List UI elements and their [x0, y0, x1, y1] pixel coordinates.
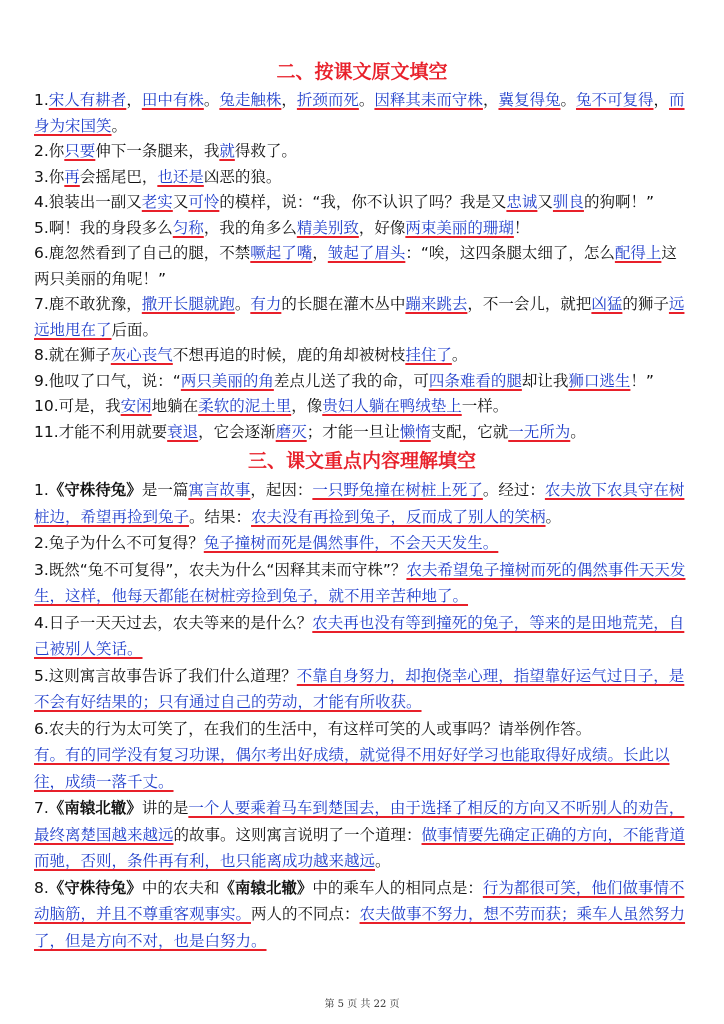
section-title: 三、课文重点内容理解填空 [247, 450, 476, 472]
answer-text: 做事情要先确定正确的方向，不能背道而驰，否则，条件再有利，也只能离成功越来越远 [34, 825, 686, 870]
section-key-content [34, 447, 690, 954]
question-text: 5.这则寓言故事告诉了我们什么道理？ [34, 666, 297, 685]
question-text: 会摇尾巴， [79, 167, 158, 186]
book-title: 《守株待兔》 [48, 481, 142, 499]
answer-text: 再 [64, 167, 80, 186]
question-list [34, 88, 690, 445]
question-text: ：“唉，这四条腿太细了，怎么 [405, 244, 615, 262]
question-item [34, 557, 690, 610]
question-text: 。 [234, 295, 251, 313]
answer-text: 宋人有耕者 [48, 91, 127, 109]
question-text: 8.就在狮子 [34, 346, 111, 364]
question-item [34, 742, 690, 795]
answer-text: 农夫希望兔子撞树而死的偶然事件天天发生，这样，他每天都能在树桩旁捡到兔子，就不用辛苦种地了。 [34, 560, 686, 605]
question-text: 这两只美丽的角呢！” [34, 244, 677, 288]
question-item [34, 139, 690, 165]
question-text: ，像 [291, 397, 323, 415]
answer-text: 噘起了嘴 [250, 244, 313, 262]
question-list [34, 477, 690, 954]
question-text: 。 [570, 422, 586, 441]
question-item [34, 610, 690, 663]
answer-text: 懒惰 [399, 422, 431, 441]
question-item [34, 369, 690, 395]
question-text: ， [312, 244, 328, 262]
answer-text: 一只野兔撞在树桩上死了 [312, 481, 483, 499]
question-item [34, 663, 690, 716]
answer-text: 兔子撞树而死是偶然事件，不会天天发生。 [203, 534, 499, 552]
question-text: 地躺在 [151, 397, 199, 415]
question-text: 。 [111, 116, 128, 135]
answer-text: 狮口逃生 [568, 371, 631, 390]
book-title: 《守株待兔》 [48, 878, 142, 897]
answer-text: 一个人要乘着马车到楚国去，由于选择了相反的方向又不听别人的劝告，最终离楚国越来越远 [34, 799, 685, 844]
answer-text: 行为都很可笑，他们做事情不动脑筋，并且不尊重客观事实。 [34, 878, 685, 923]
answer-text: 磨灭 [275, 422, 307, 441]
answer-text: 折颈而死 [296, 91, 359, 109]
question-text: 8. [34, 878, 49, 897]
question-item [34, 216, 690, 242]
question-text: ， [653, 91, 670, 109]
answer-text: 可怜 [188, 193, 220, 211]
question-text: 4.日子一天天过去，农夫等来的是什么？ [34, 613, 313, 632]
question-text: 。经过： [482, 481, 545, 499]
question-text: 两人的不同点： [251, 905, 360, 923]
section-title: 二、按课文原文填空 [276, 61, 448, 83]
answer-text: 农夫放下农具守在树桩边，希望再捡到兔子 [34, 481, 685, 526]
question-item [34, 420, 690, 446]
question-item [34, 88, 690, 139]
page-content [34, 58, 690, 954]
question-text: ， [482, 91, 499, 109]
question-text: 10.可是，我 [34, 397, 121, 415]
question-text: 3.既然“兔不可复得”，农夫为什么“因释其耒而守株”？ [34, 560, 407, 579]
question-text: 3.你 [34, 167, 65, 186]
question-item [34, 190, 690, 216]
page-footer: 第 5 页 共 22 页 [324, 999, 400, 1010]
answer-text: 寓言故事 [188, 481, 251, 499]
question-item [34, 292, 690, 343]
answer-text: 衰退 [167, 422, 199, 441]
answer-text: 皱起了眉头 [327, 244, 406, 262]
answer-text: 一无所为 [508, 422, 571, 441]
question-item [34, 165, 690, 191]
question-text: 。结果： [189, 507, 252, 526]
question-text: 6.鹿忽然看到了自己的腿，不禁 [34, 244, 251, 262]
question-text: 9.他叹了口气，说：“ [34, 371, 181, 390]
answer-text: 老实 [141, 193, 173, 211]
question-text: 1. [34, 481, 49, 499]
question-text: 的长腿在灌木丛中 [281, 295, 406, 313]
question-text: 。 [545, 507, 562, 526]
question-item [34, 394, 690, 420]
answer-text: 安闲 [120, 397, 152, 415]
answer-text: 有力 [250, 295, 282, 313]
answer-text: 配得上 [614, 244, 662, 262]
question-item [34, 530, 690, 557]
answer-text: 只要 [64, 142, 96, 160]
question-text: 。 [375, 852, 391, 870]
question-text: ， [281, 91, 297, 109]
question-text: 。 [203, 91, 220, 109]
question-text: 后面。 [111, 320, 159, 339]
answer-text: 驯良 [552, 193, 584, 211]
question-text: 5.啊！我的身段多么 [34, 218, 173, 237]
answer-text: 柔软的泥土里 [198, 397, 292, 415]
question-text: 一样。 [461, 397, 509, 415]
question-text: 6.农夫的行为太可笑了，在我们的生活中，有这样可笑的人或事吗？请举例作答。 [34, 719, 592, 738]
answer-text: 匀称 [172, 218, 204, 237]
answer-text: 有。有的同学没有复习功课，偶尔考出好成绩，就觉得不用好好学习也能取得好成绩。长此以往，成绩一落千丈。 [34, 746, 670, 791]
answer-text: 不靠自身努力，却抱侥幸心理，指望靠好运气过日子，是不会有好结果的；只有通过自己的劳动，才能有所收获。 [34, 666, 685, 711]
answer-text: 兔不可复得 [575, 91, 654, 109]
question-text: 。 [560, 91, 576, 109]
answer-text: 撒开长腿就跑 [141, 295, 235, 313]
question-text: 的故事。这则寓言说明了一个道理： [173, 825, 422, 844]
answer-text: 凶猛 [591, 295, 623, 313]
question-text: ！” [630, 371, 654, 390]
question-text: ；才能一旦让 [306, 422, 400, 441]
question-text: ，好像 [358, 218, 406, 237]
answer-text: 农夫没有再捡到兔子，反而成了别人的笑柄 [251, 507, 546, 526]
answer-text: 农夫再也没有等到撞死的兔子，等来的是田地荒芜，自己被别人笑话。 [34, 613, 685, 658]
question-text: 。 [451, 346, 468, 364]
answer-text: 贵妇人躺在鸭绒垫上 [322, 397, 462, 415]
answer-text: 而身为宋国笑 [34, 91, 685, 135]
question-item [34, 875, 690, 955]
answer-text: 两束美丽的珊瑚 [405, 218, 514, 237]
answer-text: 两只美丽的角 [180, 371, 274, 390]
question-text: 2.兔子为什么不可复得？ [34, 534, 204, 552]
question-text: 讲的是 [141, 799, 189, 817]
question-text: 又 [172, 193, 189, 211]
question-text: ！ [513, 218, 530, 237]
question-text: 。 [358, 91, 375, 109]
question-text: 是一篇 [141, 481, 189, 499]
answer-text: 因释其耒而守株 [374, 91, 483, 109]
question-item [34, 795, 690, 875]
question-text: ， [126, 91, 142, 109]
question-text: 的狗啊！” [583, 193, 654, 211]
answer-text: 田中有株 [141, 91, 204, 109]
question-text: 凶恶的狼。 [203, 167, 282, 186]
answer-text: 灰心丧气 [110, 346, 173, 364]
question-item [34, 716, 690, 743]
question-text: 得救了。 [234, 142, 297, 160]
answer-text: 就 [219, 142, 235, 160]
question-text: 中的乘车人的相同点是： [312, 878, 483, 897]
question-text: 1. [34, 91, 49, 109]
question-text: 不想再追的时候，鹿的角却被树枝 [172, 346, 406, 364]
question-text: 支配，它就 [430, 422, 509, 441]
question-text: 7.鹿不敢犹豫， [34, 295, 142, 313]
question-text: 差点儿送了我的命，可 [273, 371, 429, 390]
book-title: 《南辕北辙》 [219, 878, 313, 897]
question-text: ，起因： [250, 481, 313, 499]
question-text: 11.才能不利用就要 [34, 422, 168, 441]
book-title: 《南辕北辙》 [48, 799, 142, 817]
question-item [34, 241, 690, 292]
section-fill-by-text [34, 58, 690, 445]
question-text: 2.你 [34, 142, 65, 160]
answer-text: 农夫做事不努力，想不劳而获；乘车人虽然努力了，但是方向不对，也是白努力。 [34, 905, 686, 950]
answer-text: 忠诚 [506, 193, 538, 211]
question-text: 中的农夫和 [141, 878, 220, 897]
answer-text: 冀复得兔 [498, 91, 561, 109]
answer-text: 蹦来跳去 [405, 295, 468, 313]
question-text: 的狮子 [622, 295, 669, 313]
question-item [34, 343, 690, 369]
question-text: ，我的角多么 [203, 218, 297, 237]
question-item [34, 477, 690, 530]
answer-text: 精美别致 [296, 218, 359, 237]
question-text: 7. [34, 799, 49, 817]
answer-text: 也还是 [157, 167, 204, 186]
question-text: ，不一会儿，就把 [467, 295, 592, 313]
question-text: ，它会逐渐 [198, 422, 276, 441]
answer-text: 四条难看的腿 [428, 371, 522, 390]
answer-text: 挂住了 [405, 346, 452, 364]
question-text: 4.狼装出一副又 [34, 193, 142, 211]
question-text: 的模样，说：“我，你不认识了吗？我是又 [219, 193, 507, 211]
question-text: 却让我 [521, 371, 569, 390]
question-text: 伸下一条腿来，我 [95, 142, 220, 160]
question-text: 又 [537, 193, 553, 211]
answer-text: 兔走触株 [219, 91, 282, 109]
answer-text: 远远地甩在了 [34, 295, 685, 339]
